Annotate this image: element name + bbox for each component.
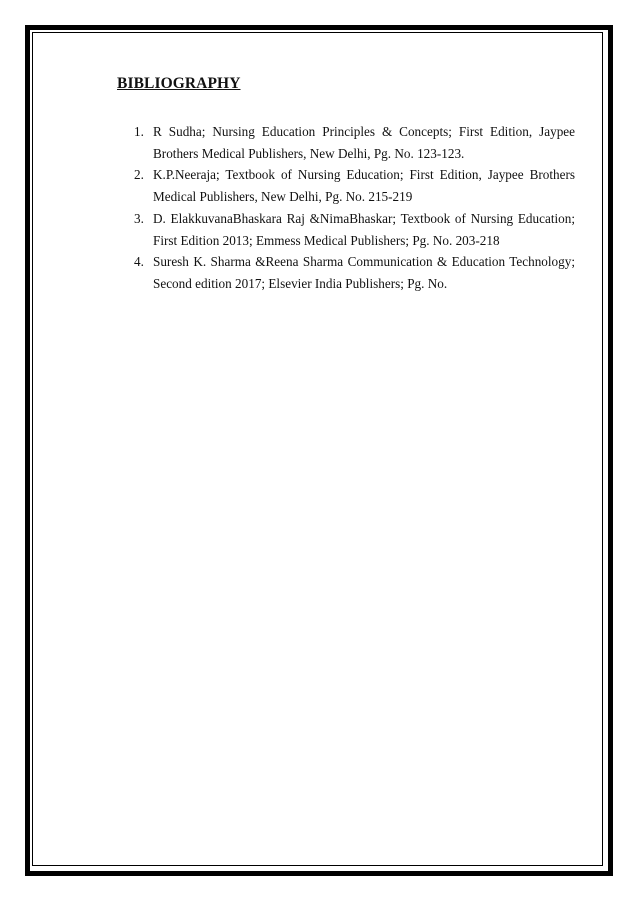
item-text: Suresh K. Sharma &Reena Sharma Communication & Education Technology; Second edition 2017; Elsevier India Publishers; Pg. No.	[153, 254, 575, 291]
list-item	[134, 164, 575, 207]
item-text: K.P.Neeraja; Textbook of Nursing Education; First Edition, Jaypee Brothers Medical Publishers, New Delhi, Pg. No. 215-219	[153, 167, 575, 205]
list-item	[134, 121, 575, 164]
list-item	[134, 251, 575, 294]
item-number: 2.	[134, 167, 144, 183]
item-number: 3.	[134, 210, 144, 226]
page-title: BIBLIOGRAPHY	[117, 75, 241, 92]
item-text: D. ElakkuvanaBhaskara Raj &NimaBhaskar; Textbook of Nursing Education; First Edition 2013; Emmess Medical Publishers; Pg. No. 203-218	[153, 210, 575, 248]
item-text: R Sudha; Nursing Education Principles & Concepts; First Edition, Jaypee Brothers Medical Publishers, New Delhi, Pg. No. 123-123.	[153, 124, 575, 161]
bibliography-list	[134, 121, 575, 295]
list-item	[134, 208, 575, 251]
item-number: 1.	[134, 124, 144, 139]
item-number: 4.	[134, 254, 144, 270]
